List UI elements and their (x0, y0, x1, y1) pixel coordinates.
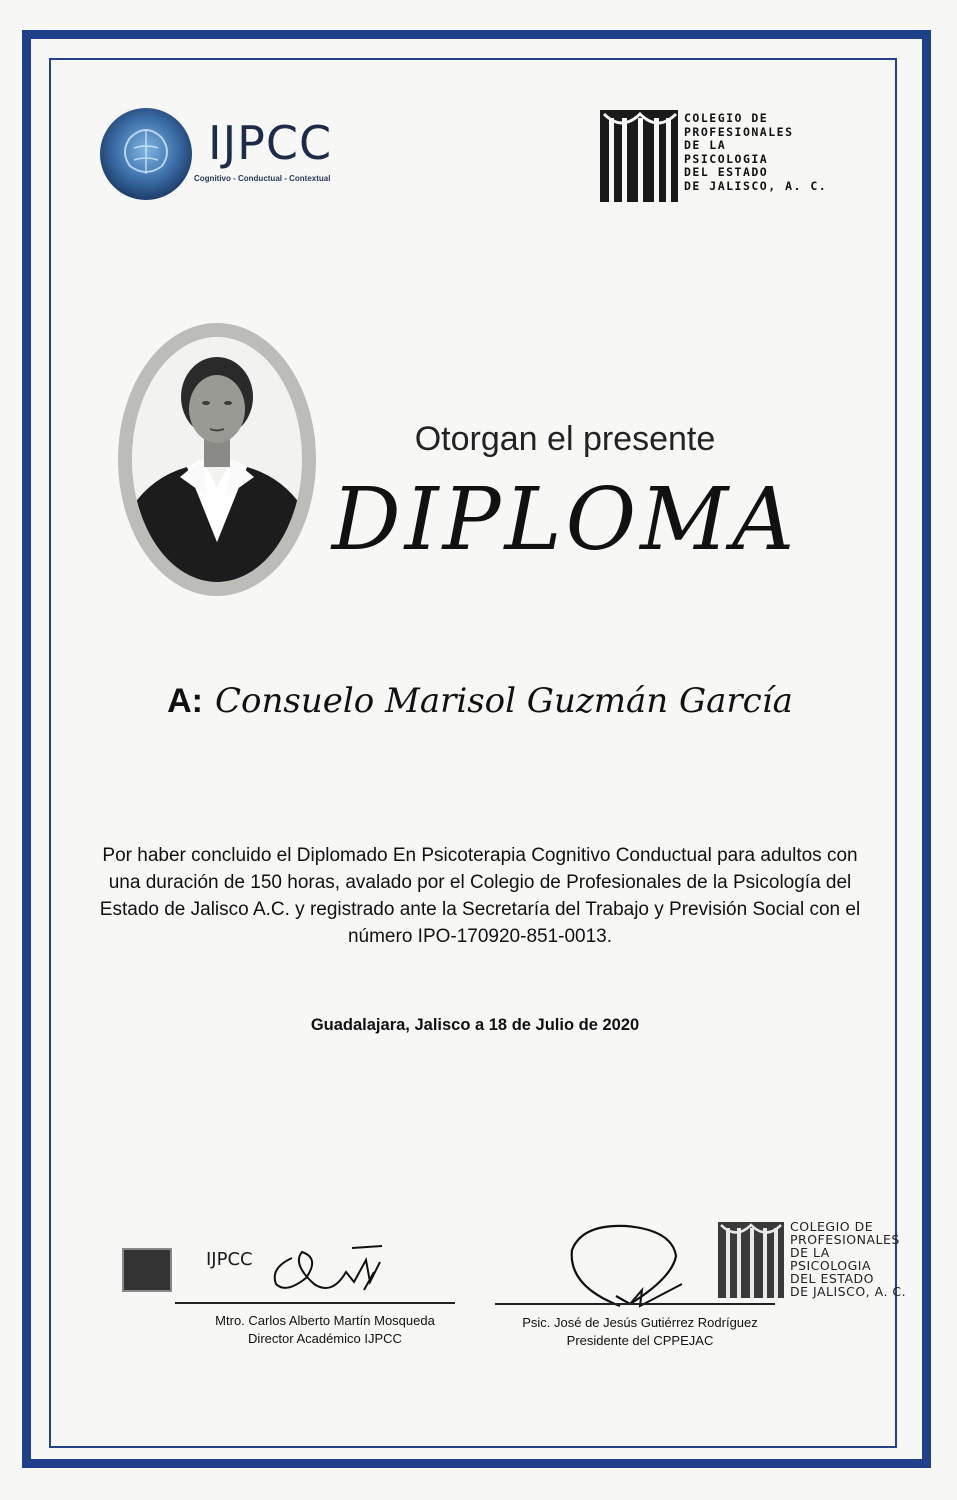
colegio-logo-mark-icon (600, 110, 678, 202)
colegio-line: DE LA (684, 138, 727, 152)
left-signature-line (175, 1302, 455, 1304)
colegio-line: DE JALISCO, A. C. (684, 178, 828, 193)
right-signature-line (495, 1303, 775, 1305)
colegio-small-line: DE JALISCO, A. C. (790, 1284, 907, 1299)
recipient-name: Consuelo Marisol Guzmán García (215, 681, 793, 721)
diploma-title: DIPLOMA (331, 470, 799, 570)
colegio-line: DEL ESTADO (684, 165, 769, 179)
intro-text: Otorgan el presente (414, 420, 716, 458)
left-signer-role: Director Académico IJPCC (248, 1331, 402, 1346)
right-signer-role: Presidente del CPPEJAC (566, 1333, 714, 1348)
right-signer (490, 1314, 790, 1350)
ijpcc-logo-text: IJPCC (208, 116, 333, 170)
ijpcc-tagline: Cognitivo - Conductual - Contextual (194, 174, 331, 183)
photo-frame (118, 323, 316, 596)
colegio-small-line: DEL ESTADO (790, 1271, 874, 1286)
diploma-body-text: Por haber concluido el Diplomado En Psicoterapia Cognitivo Conductual para adultos con una duración de 150 horas, avalado por el Colegio de Profesionales de la Psicología del Estado de Jalisco A.C. y registrado ante la Secretaría del Trabajo y Previsión Social con el número IPO-170920-851-0013. (99, 845, 861, 947)
colegio-small-logo (718, 1220, 938, 1302)
left-signer (175, 1312, 475, 1348)
ijpcc-logo (100, 108, 360, 198)
colegio-small-line: PROFESIONALES (790, 1232, 900, 1247)
right-signer-name: Psic. José de Jesús Gutiérrez Rodríguez (522, 1315, 758, 1330)
left-signature (262, 1238, 392, 1298)
colegio-small-logo-mark-icon (718, 1222, 784, 1298)
ijpcc-brain-logo-icon (100, 108, 192, 200)
ijpcc-small-logo-icon (122, 1248, 172, 1292)
colegio-small-line: COLEGIO DE (790, 1219, 874, 1234)
place-date: Guadalajara, Jalisco a 18 de Julio de 2020 (310, 1016, 640, 1034)
colegio-line: PROFESIONALES (684, 124, 794, 139)
recipient-prefix: A: (167, 682, 203, 720)
colegio-line: COLEGIO DE (684, 111, 769, 125)
colegio-small-line: PSICOLOGIA (790, 1258, 872, 1273)
colegio-small-line: DE LA (790, 1245, 830, 1260)
recipient-photo (132, 337, 302, 582)
colegio-logo (600, 110, 860, 202)
recipient-line (120, 681, 840, 721)
colegio-logo-text (684, 112, 827, 193)
left-signer-name: Mtro. Carlos Alberto Martín Mosqueda (215, 1313, 435, 1328)
colegio-line: PSICOLOGIA (684, 151, 769, 166)
ijpcc-small-logo-text: IJPCC (206, 1249, 253, 1270)
colegio-small-logo-text (790, 1220, 906, 1298)
right-signature (560, 1220, 690, 1312)
